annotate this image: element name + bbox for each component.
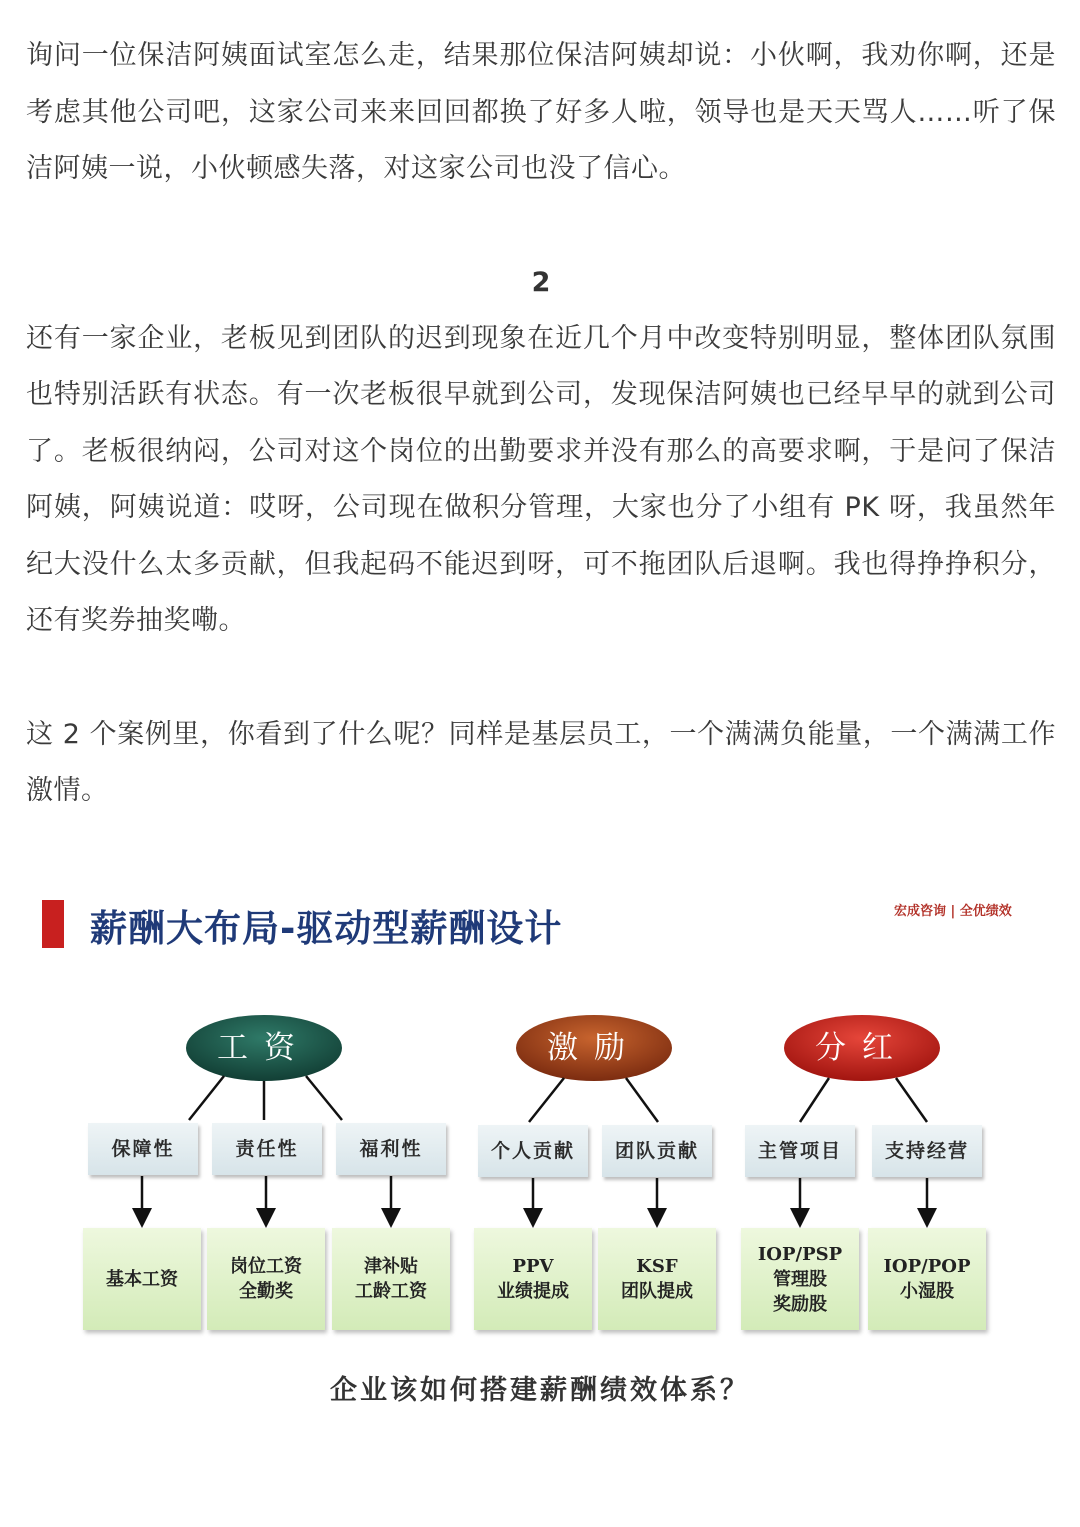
incentive-label: 激励	[547, 1030, 641, 1066]
category-box: 保障性	[88, 1123, 198, 1175]
category-box: 支持经营	[872, 1125, 982, 1177]
result-line: IOP/POP	[883, 1256, 971, 1277]
section-number: 2	[531, 266, 551, 298]
result-line: 管理股	[773, 1268, 827, 1290]
result-line: 团队提成	[621, 1281, 693, 1302]
result-line: 业绩提成	[497, 1281, 569, 1302]
result-line: 工龄工资	[355, 1281, 427, 1302]
result-line: IOP/PSP	[757, 1243, 843, 1265]
wage-label: 工资	[217, 1030, 311, 1066]
result-line: 全勤奖	[239, 1281, 293, 1302]
result-line: KSF	[636, 1256, 678, 1277]
paragraph-3: 这 2 个案例里，你看到了什么呢？同样是基层员工，一个满满负能量，一个满满工作激情。	[26, 718, 1056, 806]
result-line: PPV	[512, 1256, 554, 1277]
result-box	[741, 1228, 859, 1330]
category-box: 主管项目	[745, 1125, 855, 1177]
paragraph-1: 询问一位保洁阿姨面试室怎么走，结果那位保洁阿姨却说：小伙啊，我劝你啊，还是考虑其他公司吧，这家公司来来回回都换了好多人啦，领导也是天天骂人……听了保洁阿姨一说，小伙顿感失落，对这家公司也没了信心。	[26, 40, 1056, 184]
category-box: 团队贡献	[602, 1125, 712, 1177]
category-box: 个人贡献	[478, 1125, 588, 1177]
result-line: 津补贴	[364, 1256, 418, 1277]
result-box	[207, 1228, 325, 1330]
category-box: 责任性	[212, 1123, 322, 1175]
result-box	[474, 1228, 592, 1330]
paragraph-2: 还有一家企业，老板见到团队的迟到现象在近几个月中改变特别明显，整体团队氛围也特别活跃有状态。有一次老板很早就到公司，发现保洁阿姨也已经早早的就到公司了。老板很纳闷，公司对这个岗位的出勤要求并没有那么的高要求啊，于是问了保洁阿姨，阿姨说道：哎呀，公司现在做积分管理，大家也分了小组有 PK 呀，我虽然年纪大没什么太多贡献，但我起码不能迟到呀，可不拖团队后退啊。我也得挣挣积分，还有奖券抽奖嘞。	[26, 322, 1056, 636]
result-box	[332, 1228, 450, 1330]
result-line: 奖励股	[773, 1293, 827, 1315]
article-body	[26, 28, 1056, 820]
diagram-title: 薪酬大布局-驱动型薪酬设计	[90, 907, 563, 950]
result-box	[83, 1228, 201, 1330]
result-line: 基本工资	[106, 1268, 178, 1290]
result-box	[868, 1228, 986, 1330]
figure-caption: 企业该如何搭建薪酬绩效体系？	[330, 1375, 750, 1406]
result-line: 岗位工资	[230, 1256, 302, 1277]
dividend-label: 分红	[815, 1030, 909, 1066]
salary-structure-diagram	[34, 878, 1044, 1348]
result-box	[598, 1228, 716, 1330]
brand-logo-text: 宏成咨询 | 全优绩效	[894, 904, 1012, 919]
category-box: 福利性	[336, 1123, 446, 1175]
result-line: 小湿股	[900, 1281, 954, 1302]
